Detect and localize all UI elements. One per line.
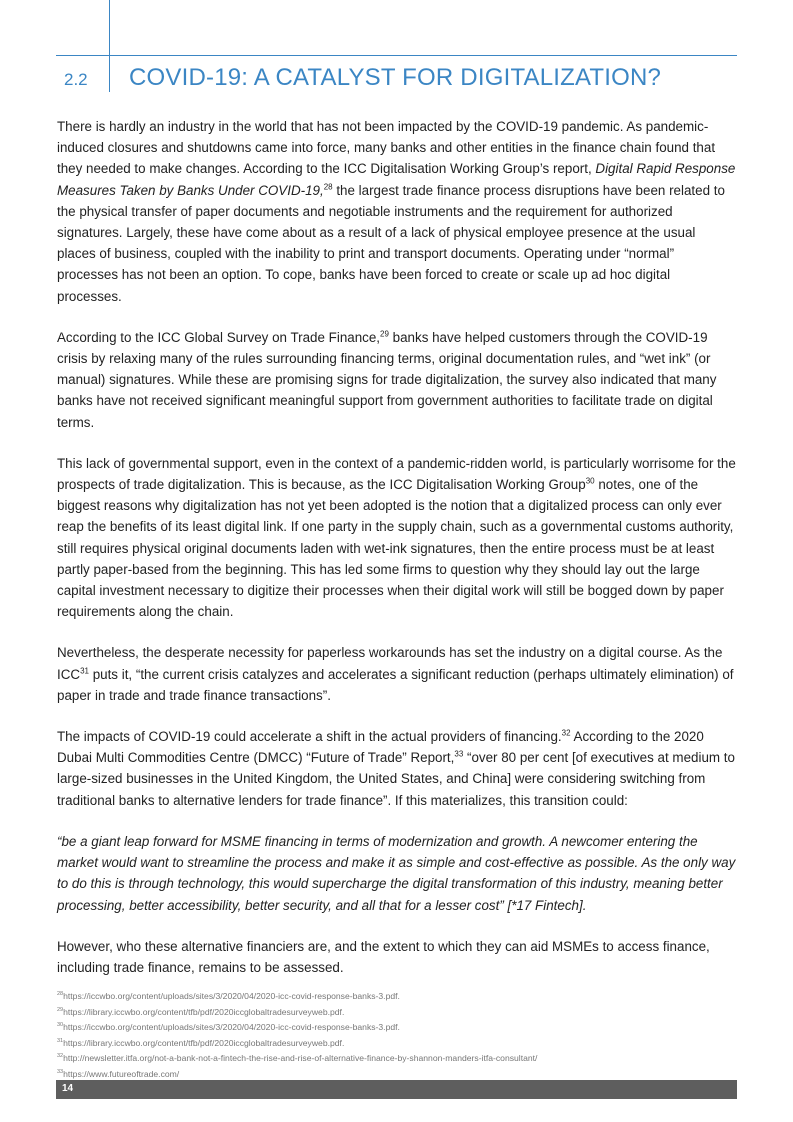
- footnote-item: $^{33}$https://www.futureoftrade.com/: [57, 1068, 180, 1079]
- footnote-ref: 32: [561, 728, 571, 738]
- paragraph-2: According to the ICC Global Survey on Trade Finance,$^{29}$ banks have helped customers through the COVID-19 crisis by relaxing many of the rules surrounding financing terms, original documentation rules, and “wet ink” (or manual) signatures. While these are promising signs for trade digitalization, the survey also indicated that many banks have not received significant meaningful support from government authorities to facilitate trade on digital terms.: [57, 329, 717, 430]
- paragraph-1: There is hardly an industry in the world that has not been impacted by the COVID-19 pandemic. As pandemic-induced closures and shutdowns came into force, many banks and other entities in the finance chain found that they needed to make changes. According to the ICC Digitalisation Working Group’s report, Digital Rapid Response Measures Taken by Banks Under COVID-19,28 the largest trade finance process disruptions have been related to the physical transfer of paper documents and negotiable instruments and the requirement for authorized signatures. Largely, these have come about as a result of a lack of physical employee presence at the usual places of business, coupled with the inability to print and transport documents. Operating under “normal” processes has not been an option. To cope, banks have been forced to create or scale up ad hoc digital processes.: [57, 119, 736, 304]
- footnote-ref: 30: [585, 476, 595, 486]
- footnote-item: $^{31}$https://library.iccwbo.org/content/tfb/pdf/2020iccglobaltradesurveyweb.pdf.: [57, 1037, 345, 1048]
- header-horizontal-rule: [56, 55, 737, 56]
- paragraph-3: This lack of governmental support, even in the context of a pandemic-ridden world, is particularly worrisome for the prospects of trade digitalization. This is because, as the ICC Digitalisation Working Group$^{30}$ notes, one of the biggest reasons why digitalization has not yet been adopted is the notion that a digitalized process can only ever reap the benefits of its least digital link. If one party in the supply chain, such as a governmental customs authority, still requires physical original documents laden with wet-ink signatures, then the entire process must be at least partly paper-based from the beginning. This has led some firms to question why they should lay out the large capital investment necessary to digitize their processes when their digital work will still be bogged down by paper requirements along the chain.: [57, 455, 736, 620]
- footnote-link[interactable]: https://iccwbo.org/content/uploads/sites/3/2020/04/2020-icc-covid-response-banks-3.pdf.: [63, 991, 400, 1001]
- footnote-ref: 31: [80, 666, 89, 676]
- paragraph-6: However, who these alternative financiers are, and the extent to which they can aid MSMEs to access finance, including trade finance, remains to be assessed.: [57, 938, 710, 975]
- header-vertical-rule: [109, 0, 110, 92]
- block-quote: “be a giant leap forward for MSME financing in terms of modernization and growth. A newcomer entering the market would want to streamline the process and make it as simple and cost-effective as possible. As the only way to do this is through technology, this would supercharge the digital transformation of this industry, meaning better processing, better accessibility, better security, and all that for a lesser cost” [*17 Fintech].: [57, 833, 736, 913]
- paragraph-4: Nevertheless, the desperate necessity for paperless workarounds has set the industry on a digital course. As the ICC$^{31}$ puts it, “the current crisis catalyzes and accelerates a significant reduction (perhaps ultimately elimination) of paper in trade and trade finance transactions”.: [57, 645, 734, 703]
- footnote-link[interactable]: https://www.futureoftrade.com/: [63, 1068, 180, 1079]
- footnote-link[interactable]: https://library.iccwbo.org/content/tfb/pdf/2020iccglobaltradesurveyweb.pdf.: [63, 1006, 345, 1017]
- section-title: COVID-19: A CATALYST FOR DIGITALIZATION?: [129, 64, 662, 91]
- paragraph-5: The impacts of COVID-19 could accelerate a shift in the actual providers of financing.$^{32}$ According to the 2020 Dubai Multi Commodities Centre (DMCC) “Future of Trade” Report,$^{33}$ “over 80 per cent [of executives at medium to large-sized businesses in the United Kingdom, the United States, and China] were considering switching from traditional banks to alternative lenders for trade finance”. If this materializes, this transition could:: [57, 728, 735, 808]
- page-number: 14: [62, 1083, 74, 1094]
- footnote-item: $^{28}$https://iccwbo.org/content/uploads/sites/3/2020/04/2020-icc-covid-response-banks-3.pdf.: [57, 991, 400, 1001]
- report-title: Digital Rapid Response Measures Taken by Banks Under COVID-19,: [57, 161, 736, 198]
- footnote-ref: 33: [454, 749, 464, 759]
- footnote-item: $^{30}$https://iccwbo.org/content/uploads/sites/3/2020/04/2020-icc-covid-response-banks-3.pdf.: [57, 1022, 400, 1032]
- footnote-link[interactable]: http://newsletter.itfa.org/not-a-bank-not-a-fintech-the-rise-and-rise-of-alternative-finance-by-shannon-manders-itfa-consultant/: [63, 1053, 538, 1063]
- footnote-link[interactable]: https://library.iccwbo.org/content/tfb/pdf/2020iccglobaltradesurveyweb.pdf.: [63, 1037, 345, 1048]
- section-number: 2.2: [64, 70, 88, 89]
- footnotes: [57, 989, 737, 1082]
- footnote-ref: 29: [380, 329, 389, 339]
- page-footer-bar: [56, 1080, 737, 1099]
- footnote-link[interactable]: https://iccwbo.org/content/uploads/sites/3/2020/04/2020-icc-covid-response-banks-3.pdf.: [63, 1022, 400, 1032]
- footnote-ref: 28: [323, 182, 333, 192]
- footnote-item: $^{32}$http://newsletter.itfa.org/not-a-bank-not-a-fintech-the-rise-and-rise-of-alternative-finance-by-shannon-manders-itfa-consultant/: [57, 1053, 538, 1063]
- footnote-item: $^{29}$https://library.iccwbo.org/content/tfb/pdf/2020iccglobaltradesurveyweb.pdf.: [57, 1006, 345, 1017]
- body-text: [57, 116, 737, 978]
